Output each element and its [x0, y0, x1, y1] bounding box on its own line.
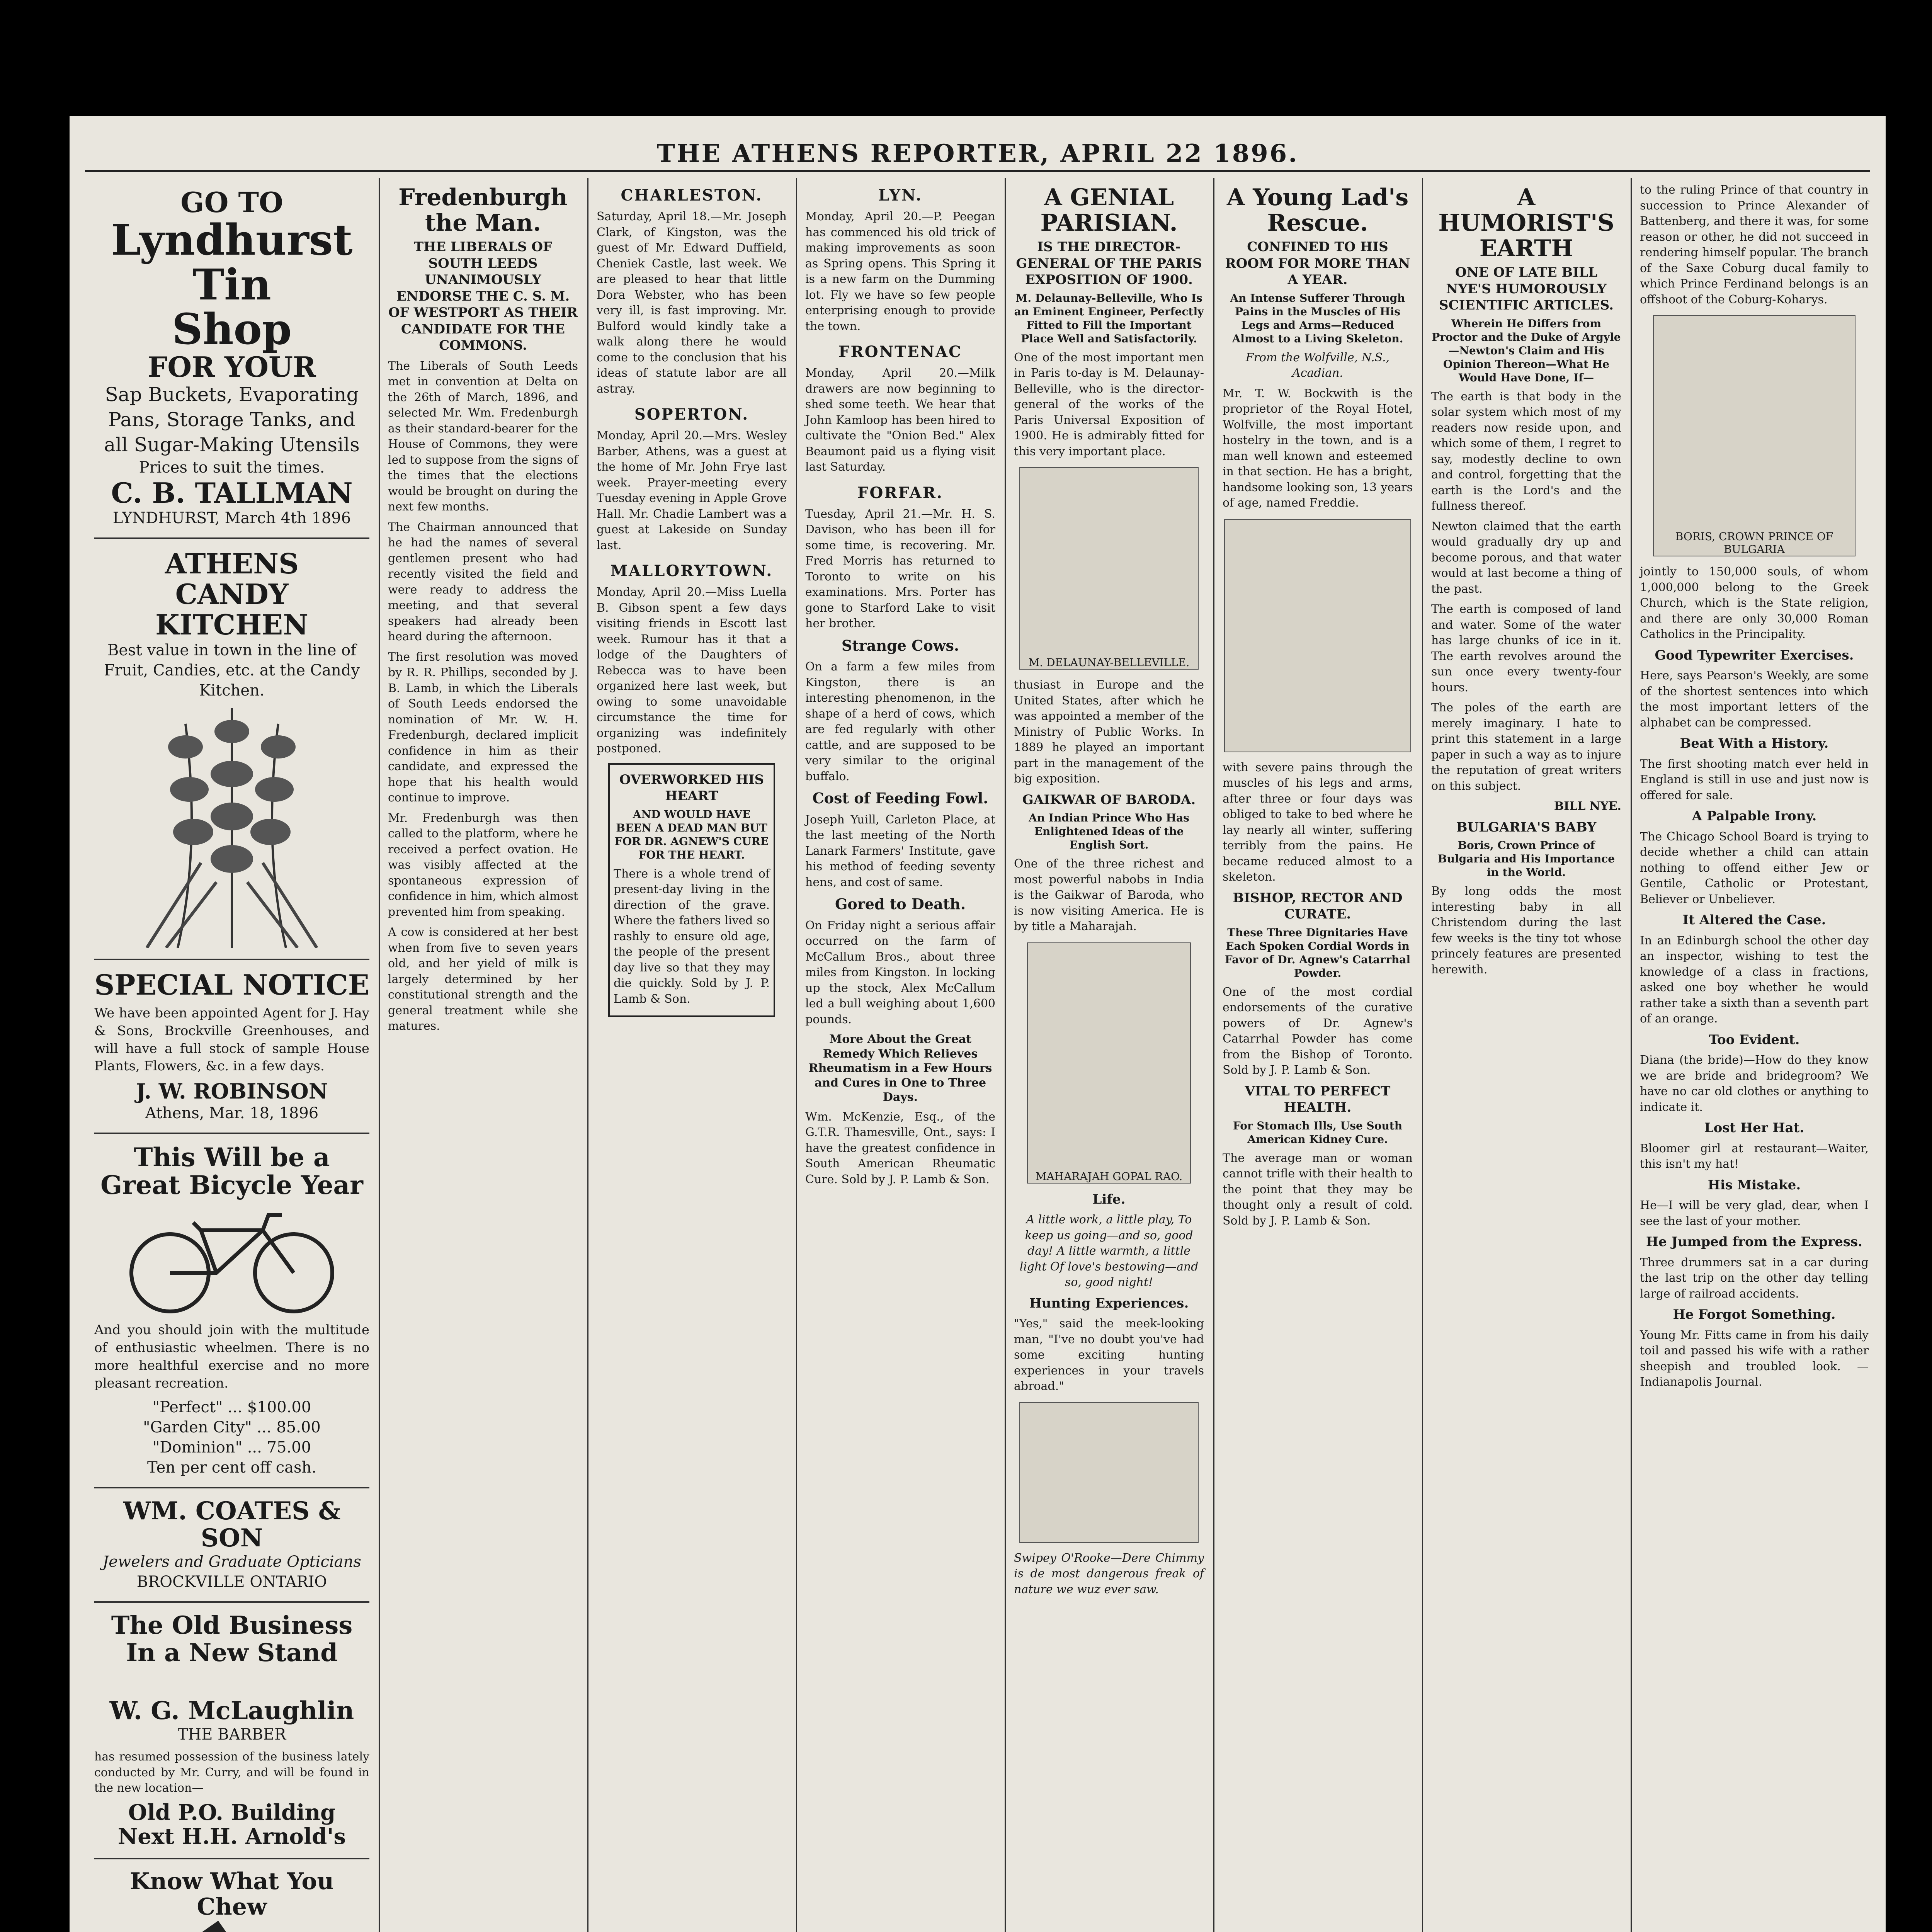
- masthead-rule: [85, 170, 1870, 172]
- article-paragraph: The first resolution was moved by R. R. Phillips, seconded by J. B. Lamb, in which the Liberals of South Leeds endorsed the nomination of Mr. W. H. Fredenburgh, declared implicit confidence in him as their candidate, and expressed the hope that his health would continue to improve.: [388, 650, 578, 804]
- maharajah-caption: MAHARAJAH GOPAL RAO.: [1035, 1170, 1183, 1183]
- article-signature: BILL NYE.: [1554, 799, 1621, 813]
- item-headline: Lost Her Hat.: [1704, 1120, 1804, 1136]
- article-paragraph: "Yes," said the meek-looking man, "I've no doubt you've had some exciting hunting experiences in your travels abroad.": [1014, 1317, 1204, 1393]
- ad-shop-word: Shop: [172, 304, 292, 354]
- article-deck-2: An Indian Prince Who Has Enlightened Ideas of the English Sort.: [1029, 811, 1189, 851]
- article-paragraph: to the ruling Prince of that country in succession to Prince Alexander of Battenberg, and there it was, for some reason or other, he did not succeed in rendering himself popular. The branch of the Saxe Coburg ducal family to which Prince Ferdinand belongs is an offshoot of the Coburg-Koharys.: [1640, 183, 1869, 306]
- item-headline: Good Typewriter Exercises.: [1655, 647, 1854, 663]
- bicycle-model: "Perfect" ... $100.00: [152, 1398, 311, 1416]
- article-subdeck: M. Delaunay-Belleville, Who Is an Eminent Engineer, Perfectly Fitted to Fill the Important Place Well and Satisfactorily.: [1014, 291, 1204, 345]
- maharajah-illustration: [1027, 942, 1191, 1184]
- article-paragraph: The Chairman announced that he had the names of several gentlemen present who had recently visited the field and were ready to address the meeting, and that several speakers had already been heard during the afternoon.: [388, 520, 578, 643]
- masthead: THE ATHENS REPORTER, APRIL 22 1896.: [656, 139, 1299, 168]
- article-source: From the Wolfville, N.S., Acadian.: [1245, 350, 1390, 380]
- item-headline: Gored to Death.: [835, 895, 966, 913]
- candy-town: ATHENS: [165, 547, 299, 580]
- article-paragraph: Mr. Fredenburgh was then called to the platform, where he received a perfect ovation. He was visibly affected at the spontaneous expression of confidence in him, which almost prevented him from speaking.: [388, 811, 578, 919]
- notice-text: We have been appointed Agent for J. Hay & Sons, Brockville Greenhouses, and will have a full stock of sample House Plants, Flowers, &c. in a few days.: [94, 1005, 369, 1074]
- local-news-column: [587, 178, 796, 1932]
- crown-prince-illustration: [1653, 315, 1855, 556]
- article-headline-3: VITAL TO PERFECT HEALTH.: [1245, 1083, 1391, 1115]
- notice-text: There is a whole trend of present-day living in the direction of the grave. Where the fathers lived so rashly to ensure old age, the people of the present day live so that they may die quickly. Sold by J. P. Lamb & Son.: [614, 867, 770, 1006]
- dateline: CHARLESTON.: [621, 186, 763, 204]
- article-paragraph: The earth is that body in the solar system which most of my readers now reside upon, and which some of them, I regret to say, modestly decline to own and control, forgetting that the earth is the Lord's and the fullness thereof.: [1431, 389, 1621, 513]
- item-text: Here, says Pearson's Weekly, are some of the shortest sentences into which the most important letters of the alphabet can be compressed.: [1640, 669, 1869, 730]
- article-paragraph: The earth is composed of land and water. Some of the water has large chunks of ice in it. The earth revolves around the sun once every twenty-four hours.: [1431, 602, 1621, 694]
- dateline: MALLORYTOWN.: [610, 562, 773, 580]
- coates-name: WM. COATES & SON: [123, 1496, 341, 1553]
- newspaper-page: [70, 116, 1886, 1932]
- cartoon-caption: Swipey O'Rooke—Dere Chimmy is de most dangerous freak of nature we wuz ever saw.: [1014, 1551, 1204, 1596]
- item-text: Bloomer girl at restaurant—Waiter, this isn't my hat!: [1640, 1141, 1869, 1171]
- article-headline-2: BISHOP, RECTOR AND CURATE.: [1233, 890, 1403, 922]
- news-paragraph: Monday, April 20.—Milk drawers are now beginning to shed some teeth. We hear that John Kamloop has been hired to cultivate the "Onion Bed." Alex Beaumont paid us a flying visit last Saturday.: [805, 366, 995, 474]
- special-notice-ad: [94, 960, 369, 1134]
- item-text: In an Edinburgh school the other day an inspector, wishing to test the knowledge of a class in fractions, asked one boy whether he would rather take a sixth than a seventh part of an orange.: [1640, 934, 1869, 1026]
- article-deck-2: Boris, Crown Prince of Bulgaria and His Importance in the World.: [1437, 839, 1615, 879]
- bicycle-title: This Will be a Great Bicycle Year: [100, 1142, 363, 1201]
- portrait-caption: M. DELAUNAY-BELLEVILLE.: [1028, 656, 1190, 669]
- news-paragraph: Monday, April 20.—Miss Luella B. Gibson spent a few days visiting friends in Escott last week. Rumour has it that a lodge of the Daughters of Rebecca was to have been organized here last week, but owing to some unavoidable circumstance the time for organizing was indefinitely postponed.: [597, 585, 787, 755]
- item-text: Diana (the bride)—How do they know we are bride and bridegroom? We have no car old clothes or anything to indicate it.: [1640, 1053, 1869, 1114]
- article-subdeck: Wherein He Differs from Proctor and the Duke of Argyle—Newton's Claim and His Opinion Thereon—What He Would Have Done, If—: [1432, 317, 1621, 384]
- item-headline: A Palpable Irony.: [1692, 808, 1817, 824]
- article-paragraph: One of the most cordial endorsements of the curative powers of Dr. Agnew's Catarrhal Powder has come from the Bishop of Toronto. Sold by J. P. Lamb & Son.: [1223, 985, 1413, 1077]
- poem-title: Life.: [1092, 1191, 1126, 1207]
- miscellany-column: [1631, 178, 1878, 1932]
- item-text: Three drummers sat in a car during the last trip on the other day telling large of railroad accidents.: [1640, 1255, 1869, 1301]
- article-paragraph: The average man or woman cannot trifle with their health to the point that they may be thought only a result of cold. Sold by J. P. Lamb & Son.: [1223, 1151, 1413, 1228]
- item-headline: Beat With a History.: [1680, 736, 1829, 751]
- article-paragraph: jointly to 150,000 souls, of whom 1,000,000 belong to the Greek Church, which is the State religion, and there are only 30,000 Roman Catholics in the Principality.: [1640, 565, 1869, 641]
- notice-date: Athens, Mar. 18, 1896: [145, 1104, 319, 1122]
- news-paragraph: Monday, April 20.—Mrs. Wesley Barber, Athens, was a guest at the home of Mr. John Frye last week. Prayer-meeting every Tuesday evening in Apple Grove Hall. Mr. Chadie Lambert was a guest at Lakeside on Sunday last.: [597, 429, 787, 552]
- notice-signature: J. W. ROBINSON: [136, 1079, 328, 1104]
- article-deck-3: For Stomach Ills, Use South American Kidney Cure.: [1233, 1119, 1403, 1146]
- article-headline: A Young Lad's Rescue.: [1226, 184, 1409, 236]
- item-headline: More About the Great Remedy Which Relieves Rheumatism in a Few Hours and Cures in One to Three Days.: [808, 1032, 992, 1104]
- poem-text: A little work, a little play, To keep us going—and so, good day! A little warmth, a little light Of love's bestowing—and so, good night!: [1019, 1213, 1199, 1289]
- coates-ad: [94, 1488, 369, 1603]
- coates-location: BROCKVILLE ONTARIO: [136, 1573, 327, 1591]
- dateline: SOPERTON.: [634, 405, 749, 423]
- article-paragraph: with severe pains through the muscles of his legs and arms, after three or four days was obliged to take to bed where he lay nearly all winter, suffering terribly from the pains. He became reduced almost to a skeleton.: [1223, 760, 1413, 884]
- coates-desc: Jewelers and Graduate Opticians: [102, 1553, 361, 1571]
- local-news-column-2: [796, 178, 1005, 1932]
- bicycle-model: "Dominion" ... 75.00: [152, 1438, 311, 1456]
- article-paragraph: The poles of the earth are merely imaginary. I hate to print this statement in a large paper in such a way as to injure the reputation of great writers on this subject.: [1431, 701, 1621, 793]
- barber-name: W. G. McLaughlin: [109, 1696, 354, 1726]
- article-headline-2: BULGARIA'S BABY: [1456, 819, 1597, 835]
- article-paragraph: thusiast in Europe and the United States, after which he was appointed a member of the Ministry of Public Works. In 1889 he played an important part in the management of the big exposition.: [1014, 678, 1204, 786]
- article-paragraph: The Liberals of South Leeds met in convention at Delta on the 26th of March, 1896, and selected Mr. Wm. Fredenburgh as their standard-bearer for the House of Commons, they were led to suppose from the signs of the times that the elections would be brought on during the next few months.: [388, 359, 578, 514]
- article-paragraph: By long odds the most interesting baby in all Christendom during the last few weeks is the tiny tot whose princely features are presented herewith.: [1431, 884, 1621, 976]
- article-deck: ONE OF LATE BILL NYE'S HUMOROUSLY SCIENTIFIC ARTICLES.: [1439, 265, 1614, 313]
- item-headline: He Jumped from the Express.: [1646, 1234, 1862, 1250]
- article-paragraph: One of the most important men in Paris to-day is M. Delaunay-Belleville, who is the director-general of the works of the Paris Universal Exposition of 1900. He is admirably fitted for this very important place.: [1014, 350, 1204, 458]
- humorist-column: [1422, 178, 1631, 1932]
- candy-name: CANDY KITCHEN: [155, 578, 308, 641]
- article-paragraph: Mr. T. W. Bockwith is the proprietor of the Royal Hotel, Wolfville, the most important hostelry in the town, and is a man well known and esteemed in that section. He has a bright, handsome looking son, 13 years of age, named Freddie.: [1223, 386, 1413, 510]
- heart-cure-notice: [608, 763, 775, 1017]
- item-headline: Cost of Feeding Fowl.: [812, 789, 988, 807]
- article-subdeck: An Intense Sufferer Through Pains in the Muscles of His Legs and Arms—Reduced Almost to a Living Skeleton.: [1230, 291, 1405, 345]
- young-lad-column: [1213, 178, 1422, 1932]
- candy-text: Best value in town in the line of Fruit, Candies, etc. at the Candy Kitchen.: [104, 641, 360, 699]
- dateline: LYN.: [878, 186, 923, 204]
- article-deck-2: These Three Dignitaries Have Each Spoken Cordial Words in Favor of Dr. Agnew's Catarrhal Powder.: [1225, 926, 1411, 980]
- item-headline: It Altered the Case.: [1682, 912, 1826, 928]
- ad-location: LYNDHURST, March 4th 1896: [112, 509, 351, 527]
- candy-kitchen-ad: [94, 539, 369, 960]
- portrait-illustration: [1019, 467, 1199, 670]
- barber-next: Next H.H. Arnold's: [118, 1823, 346, 1849]
- item-text: The Chicago School Board is trying to decide whether a child can attain nothing to offend either Jew or Gentile, Catholic or Protestant, Believer or Unbeliever.: [1640, 830, 1869, 906]
- news-paragraph: Monday, April 20.—P. Peegan has commenced his old trick of making improvements as soon as Spring opens. This Spring it is a new farm on the Dumming lot. Fly we have so few people enterprising enough to provide the town.: [805, 210, 995, 333]
- ad-shop-name: Lyndhurst Tin: [111, 215, 353, 310]
- item-headline: He Forgot Something.: [1673, 1307, 1836, 1322]
- cartoon-illustration: [1019, 1402, 1199, 1543]
- dateline: FRONTENAC: [838, 343, 962, 361]
- article-deck: THE LIBERALS OF SOUTH LEEDS UNANIMOUSLY ENDORSE THE C. S. M. OF WESTPORT AS THEIR CANDIDATE FOR THE COMMONS.: [388, 239, 578, 353]
- ad-prices: Prices to suit the times.: [139, 458, 325, 476]
- news-paragraph: Wm. McKenzie, Esq., of the G.T.R. Thamesville, Ont., says: I have the greatest confidence in South American Rheumatic Cure. Sold by J. P. Lamb & Son.: [805, 1110, 995, 1186]
- barber-ad: [94, 1603, 369, 1859]
- bicycle-text: And you should join with the multitude of enthusiastic wheelmen. There is no more healthful exercise and no more pleasant recreation.: [94, 1322, 369, 1391]
- item-text: Young Mr. Fitts came in from his daily toil and passed his wife with a rather sheepish and troubled look. —Indianapolis Journal.: [1640, 1328, 1869, 1389]
- article-headline-2: GAIKWAR OF BARODA.: [1022, 792, 1196, 808]
- item-headline: Too Evident.: [1709, 1032, 1800, 1048]
- article-headline: Fredenburgh the Man.: [398, 184, 568, 236]
- news-paragraph: Tuesday, April 21.—Mr. H. S. Davison, who has been ill for some time, is recovering. Mr. Fred Morris has returned to Toronto to write on his examinations. Mrs. Porter has gone to Starford Lake to visit her brother.: [805, 507, 995, 630]
- article-headline: A GENIAL PARISIAN.: [1040, 184, 1178, 236]
- notice-deck: AND WOULD HAVE BEEN A DEAD MAN BUT FOR DR. AGNEW'S CURE FOR THE HEART.: [614, 808, 769, 861]
- news-paragraph: Saturday, April 18.—Mr. Joseph Clark, of Kingston, was the guest of Mr. Edward Duffield, Cheniek Castle, last week. We are pleased to hear that little Dora Webster, who has been very ill, is fast improving. Mr. Bulford would kindly take a walk along there he would come to the conclusion that his ideas of statute labor are all astray.: [597, 210, 787, 396]
- article-paragraph: A cow is considered at her best when from five to seven years old, and her yield of milk is largely determined by her constitutional strength and the general treatment while she matures.: [388, 925, 578, 1033]
- barber-text: has resumed possession of the business lately conducted by Mr. Curry, and will be found in the new location—: [94, 1750, 369, 1795]
- bicycle-icon: [116, 1199, 348, 1315]
- dateline: FORFAR.: [857, 483, 943, 502]
- notice-title: SPECIAL NOTICE: [94, 968, 369, 1001]
- item-headline: Hunting Experiences.: [1029, 1295, 1189, 1311]
- fredenburgh-column: [379, 178, 587, 1932]
- barber-building: Old P.O. Building: [128, 1799, 336, 1825]
- barber-title: The Old Business In a New Stand: [111, 1611, 353, 1667]
- article-deck: IS THE DIRECTOR-GENERAL OF THE PARIS EXPOSITION OF 1900.: [1016, 239, 1202, 287]
- news-paragraph: Joseph Yuill, Carleton Place, at the last meeting of the North Lanark Farmers' Institute, gave his method of feeding seventy hens, and cost of same.: [805, 813, 995, 889]
- notice-headline: OVERWORKED HIS HEART: [619, 772, 764, 804]
- ad-for-your: FOR YOUR: [148, 350, 316, 383]
- article-paragraph: Newton claimed that the earth would gradually dry up and become porous, and that water would at last become a thing of the past.: [1431, 519, 1621, 596]
- news-paragraph: On a farm a few miles from Kingston, there is an interesting phenomenon, in the shape of a herd of cows, which are fed regularly with other cattle, and are supposed to be very similar to the original buffalo.: [805, 660, 995, 783]
- bicycle-model: "Garden City" ... 85.00: [143, 1418, 321, 1436]
- tobacco-title: Know What You Chew: [129, 1868, 334, 1921]
- item-text: He—I will be very glad, dear, when I see the last of your mother.: [1640, 1199, 1869, 1228]
- advertisement-column: [85, 178, 379, 1932]
- sickroom-illustration: [1224, 519, 1411, 752]
- lyndhurst-tin-ad: [94, 178, 369, 539]
- item-text: The first shooting match ever held in England is still in use and just now is offered for sale.: [1640, 757, 1869, 802]
- ad-owner: C. B. TALLMAN: [111, 476, 353, 509]
- crown-prince-caption: BORIS, CROWN PRINCE OF BULGARIA: [1675, 530, 1833, 556]
- item-headline: His Mistake.: [1708, 1177, 1801, 1193]
- ad-go-to: GO TO: [180, 186, 283, 219]
- article-deck: CONFINED TO HIS ROOM FOR MORE THAN A YEAR.: [1225, 239, 1410, 287]
- tobacco-plug-illustration: [151, 1920, 313, 1932]
- news-paragraph: On Friday night a serious affair occurred on the farm of McCallum Bros., about three miles from Kingston. In locking up the stock, Alex McCallum led a bull weighing about 1,600 pounds.: [805, 918, 995, 1026]
- barber-trade: THE BARBER: [177, 1726, 286, 1744]
- article-headline: A HUMORIST'S EARTH: [1438, 184, 1614, 262]
- item-headline: Strange Cows.: [841, 636, 959, 654]
- parisian-column: [1005, 178, 1213, 1932]
- bicycle-ad: [94, 1134, 369, 1488]
- gladiolus-illustration: [124, 701, 340, 948]
- ad-items: Sap Buckets, Evaporating Pans, Storage Tanks, and all Sugar-Making Utensils: [104, 383, 360, 456]
- bicycle-terms: Ten per cent off cash.: [147, 1458, 316, 1476]
- tobacco-ad: [94, 1859, 369, 1932]
- article-paragraph: One of the three richest and most powerful nabobs in India is the Gaikwar of Baroda, who is now visiting America. He is by title a Maharajah.: [1014, 857, 1204, 933]
